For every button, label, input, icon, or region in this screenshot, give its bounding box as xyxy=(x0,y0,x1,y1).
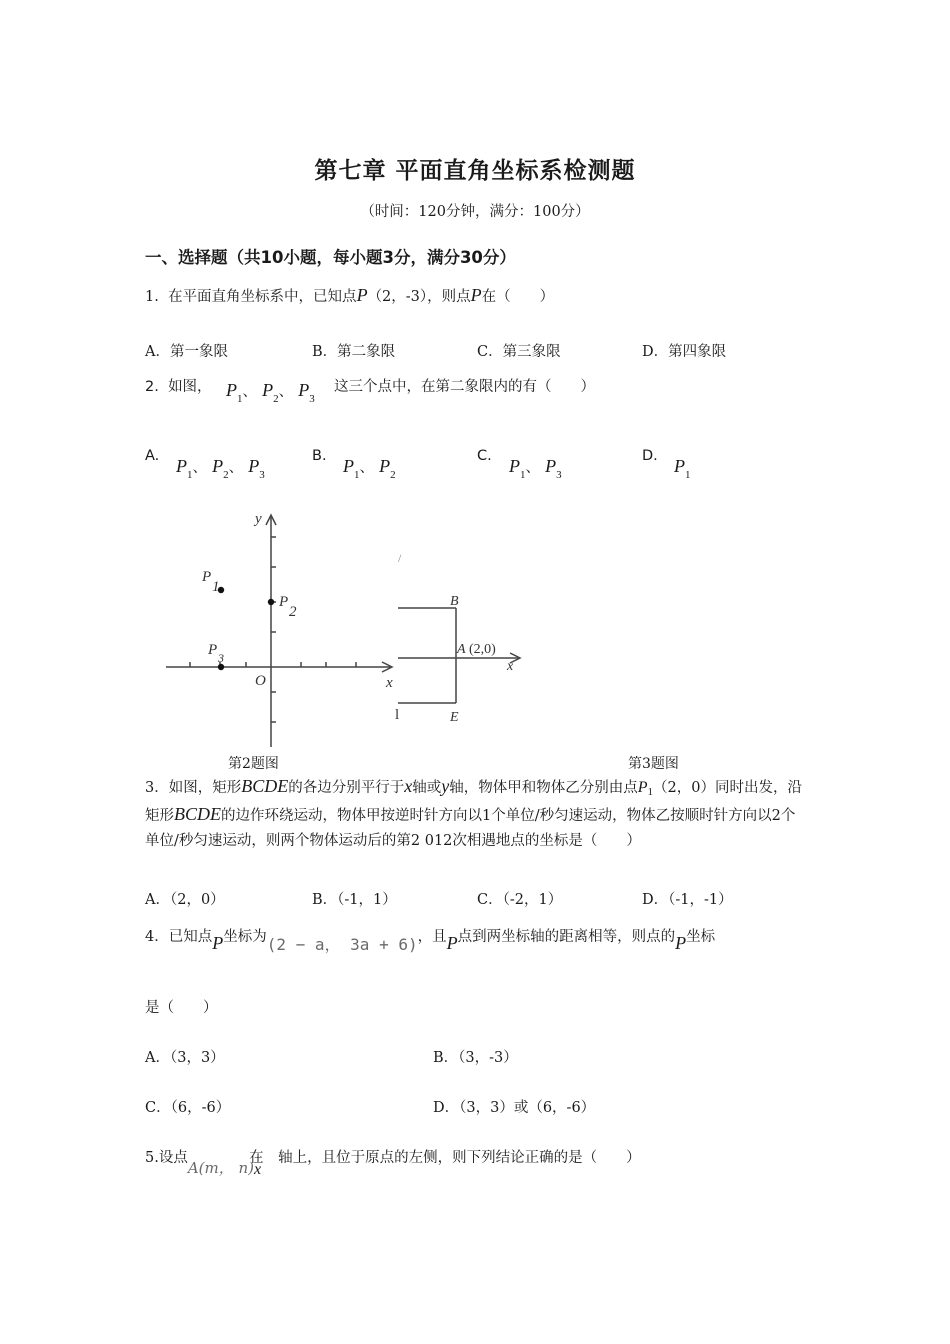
question-text: 在平面直角坐标系中，已知点 xyxy=(168,289,357,305)
math-var: P xyxy=(470,285,482,305)
question-text: 如图， xyxy=(168,379,212,395)
q5-expression: A(m， n) xyxy=(187,1159,255,1177)
q1-option-b: B．第二象限 xyxy=(312,344,396,360)
p2-sub: 2 xyxy=(289,604,297,620)
x-axis-label: x xyxy=(386,675,393,691)
q4-option-b: B．（3，-3） xyxy=(433,1050,518,1066)
p3-sub: 3 xyxy=(218,651,224,665)
q2-option-d: $P_1$ xyxy=(674,456,691,481)
question-4: 4．已知点P坐标为(2 − a， 3a + 6)，且P点到两坐标轴的距离相等，则点的P坐标 xyxy=(145,929,716,954)
q1-option-d: D．第四象限 xyxy=(642,344,727,360)
q2-option-a-label: A. xyxy=(145,448,160,464)
q2-option-c: $P_1$、 $P_3$ xyxy=(509,456,562,481)
point-p2 xyxy=(268,599,274,605)
y-axis-label: y xyxy=(255,511,262,527)
b-label: B xyxy=(450,594,459,609)
a-coord-label: (2,0) xyxy=(469,642,496,657)
q1-option-c: C．第三象限 xyxy=(477,344,561,360)
q3-option-a: A．（2，0） xyxy=(145,892,225,908)
figure-q2 xyxy=(160,505,405,750)
q4-option-a: A．（3，3） xyxy=(145,1050,225,1066)
math-var: P xyxy=(356,285,368,305)
q2-option-d-label: D. xyxy=(642,448,658,464)
question-3: 3．如图，矩形BCDE的各边分别平行于x轴或y轴，物体甲和物体乙分别由点$P_1(2$，0）同时出发，沿矩形BCDE的边作环绕运动，物体甲按逆时针方向以1个单位/秒匀速运动，物体乙按顺时针方向以2个单位/秒匀速运动，则两个物体运动后的第2 012次相遇地点的坐标是（ ） xyxy=(145,776,802,849)
q2-points: $P_1$、 $P_2$、 $P_3$ xyxy=(226,380,315,405)
question-text: （2，-3），则点 xyxy=(367,289,471,305)
q4-continuation: 是（ ） xyxy=(145,1000,218,1016)
question-5: 5.设点A(m， n)x在 轴上，且位于原点的左侧，则下列结论正确的是（ ） xyxy=(145,1150,641,1178)
page-title: 第七章 平面直角坐标系检测题 xyxy=(314,158,636,184)
p2-label: P xyxy=(279,594,289,610)
question-2 xyxy=(145,375,212,396)
question-1 xyxy=(145,285,554,306)
p3-label: P xyxy=(208,642,218,658)
figure-q2-caption: 第2题图 xyxy=(228,756,279,772)
e-label: E xyxy=(450,710,459,725)
figure-q3-caption: 第3题图 xyxy=(628,756,679,772)
p1-sub: 1 xyxy=(212,579,220,595)
q2-option-b: $P_1$、 $P_2$ xyxy=(343,456,396,481)
question-text: 这三个点中，在第二象限内的有（ ） xyxy=(334,379,595,395)
figure-q3 xyxy=(390,545,530,730)
top-mark: / xyxy=(398,551,402,565)
q3-option-d: D．（-1，-1） xyxy=(642,892,733,908)
a-label: A xyxy=(457,642,466,657)
page-subtitle: （时间：120分钟，满分：100分） xyxy=(360,204,590,220)
q2-option-c-label: C. xyxy=(477,448,492,464)
q3-option-b: B．（-1，1） xyxy=(312,892,397,908)
q2-option-a: $P_1$、 $P_2$、 $P_3$ xyxy=(176,456,265,481)
left-mark: l xyxy=(395,707,400,723)
section-heading: 一、选择题（共10小题，每小题3分，满分30分） xyxy=(145,248,516,267)
question-text: 在（ ） xyxy=(481,289,555,305)
q4-option-d: D．（3，3）或（6，-6） xyxy=(433,1100,596,1116)
question-number: 1. xyxy=(145,289,159,305)
p1-label: P xyxy=(202,569,212,585)
q2-option-b-label: B. xyxy=(312,448,327,464)
q3-option-c: C．（-2，1） xyxy=(477,892,563,908)
q4-option-c: C．（6，-6） xyxy=(145,1100,231,1116)
origin-label: O xyxy=(255,673,266,689)
q1-option-a: A．第一象限 xyxy=(145,344,228,360)
question-number: 2. xyxy=(145,379,159,395)
q4-expression: (2 − a， 3a + 6) xyxy=(266,935,418,954)
x-axis-label: x xyxy=(507,659,514,674)
